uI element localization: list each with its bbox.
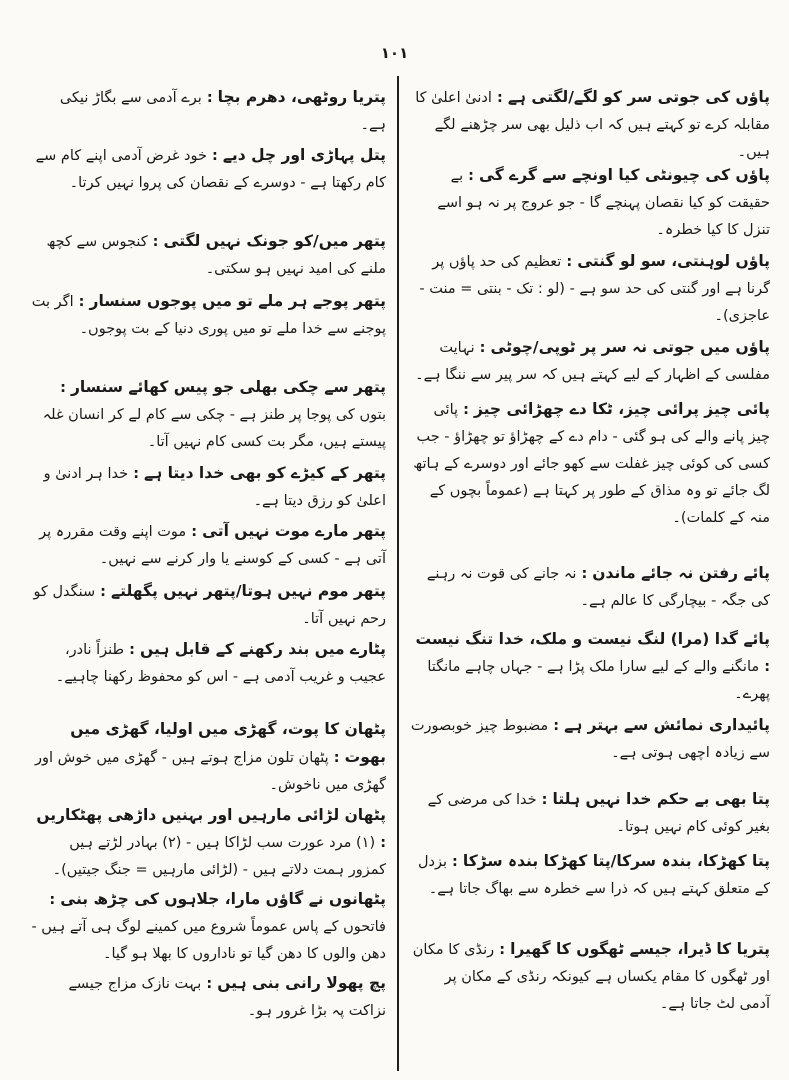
proverb-entry: پٹارے میں بند رکھنے کے قابل ہیں : طنزاً نادر، عجیب و غریب آدمی ہے - اس کو محفوظ رکھنا چاہیے۔	[55, 640, 386, 685]
proverb-headword: پٹھان کا پوت، گھڑی میں اولیا، گھڑی میں بھوت	[70, 720, 386, 766]
proverb-headword: پتھر پوجے ہر ملے تو میں پوجوں سنسار	[89, 292, 386, 310]
proverb-entry: پائیداری نمائش سے بہتر ہے : مضبوط چیز خوبصورت سے زیادہ اچھی ہوتی ہے۔	[410, 716, 770, 761]
proverb-meaning: بہت نازک مزاج جیسے نزاکت پہ بڑا غرور ہو۔	[68, 976, 386, 1019]
proverb-meaning: طنزاً نادر، عجیب و غریب آدمی ہے - اس کو محفوظ رکھنا چاہیے۔	[55, 642, 386, 685]
proverb-meaning: فاتحوں کے پاس عموماً شروع میں کمینے لوگ ہی آتے ہیں - دھن والوں کا دھن گیا تو ناداروں کا بھلا ہو گیا۔	[31, 919, 386, 962]
proverb-entry: پتھر سے چکی بھلی جو پیس کھائے سنسار : بتوں کی پوجا پر طنز ہے - چکی سے کام لے کر انسان غلہ پیستے ہیں، مگر بت کسی کام نہیں آتا۔	[42, 378, 386, 450]
proverb-entry: پائی چیز پرائی چیز، ٹکا دے چھڑائی چیز : پائی چیز پانے والے کی ہو گئی - دام دے کے چھڑاؤ تو چھڑاؤ - جب کسی کی کوئی چیز غفلت سے کھو جائے اور دوسرے کے ہاتھ لگ جائے تو وہ مذاق کے طور پر کہتا ہے (عموماً بچوں کے منہ کے کلمات)۔	[413, 400, 770, 526]
proverb-meaning: خدا ہر ادنیٰ و اعلیٰ کو رزق دیتا ہے۔	[43, 466, 386, 509]
proverb-meaning: تعظیم کی حد پاؤں پر گرنا ہے اور گنتی کی حد سو ہے - (لو : تک - بنتی = منت - عاجزی)۔	[419, 254, 770, 324]
proverb-meaning: مانگنے والے کے لیے سارا ملک پڑا ہے - جہاں چاہے مانگتا پھرے۔	[427, 659, 770, 702]
column-divider	[397, 76, 399, 1071]
proverb-entry: پاؤں کی چیونٹی کیا اونچے سے گرے گی : بے حقیقت کو کیا نقصان پہنچے گا - جو عروج پر نہ ہو اسے تنزل کا کیا خطرہ۔	[437, 166, 770, 238]
proverb-headword: پتھر کے کیڑے کو بھی خدا دیتا ہے	[144, 464, 386, 482]
proverb-headword: پاؤں کی جوتی سر کو لگے/لگتی ہے	[507, 88, 770, 106]
proverb-meaning: موت اپنے وقت مقررہ پر آتی ہے - کسی کے کوسنے یا وار کرنے سے نہیں۔	[39, 524, 386, 567]
proverb-entry: پٹھان لڑائی مارہیں اور بہنیں داڑھی پھٹکاریں : (۱) مرد عورت سب لڑاکا ہیں - (۲) بہادر لڑتے ہیں کمزور ہمت دلاتے ہیں - (لڑائی مارہیں = جنگ جیتیں)۔	[36, 806, 386, 878]
proverb-headword: پتھر سے چکی بھلی جو پیس کھائے سنسار	[70, 378, 386, 396]
proverb-headword: پچ پھولا رانی بنی ہیں	[217, 974, 386, 992]
proverb-entry: پچ پھولا رانی بنی ہیں : بہت نازک مزاج جیسے نزاکت پہ بڑا غرور ہو۔	[68, 974, 386, 1019]
proverb-meaning: برے آدمی سے بگاڑ نیکی ہے۔	[59, 90, 386, 133]
proverb-entry: پائے رفتن نہ جائے ماندن : نہ جانے کی قوت نہ رہنے کی جگہ - بیچارگی کا عالم ہے۔	[426, 564, 770, 609]
proverb-entry: پٹھانوں نے گاؤں مارا، جلاہوں کی چڑھ بنی : فاتحوں کے پاس عموماً شروع میں کمینے لوگ ہی آتے ہیں - دھن والوں کا دھن گیا تو ناداروں کا بھلا ہو گیا۔	[31, 890, 386, 962]
proverb-headword: پتریا روٹھی، دھرم بچا	[217, 88, 386, 106]
proverb-headword: پائیداری نمائش سے بہتر ہے	[564, 716, 770, 734]
proverb-meaning: بزدل کے متعلق کہتے ہیں کہ ذرا سے خطرہ سے بھاگ جاتا ہے۔	[417, 854, 770, 897]
proverb-entry: پتھر میں/کو جونک نہیں لگتی : کنجوس سے کچھ ملنے کی امید نہیں ہو سکتی۔	[46, 232, 386, 277]
proverb-entry: پتریا روٹھی، دھرم بچا : برے آدمی سے بگاڑ نیکی ہے۔	[59, 88, 386, 133]
proverb-headword: پتا بھی بے حکم خدا نہیں ہلتا	[552, 790, 770, 808]
proverb-entry: پٹھان کا پوت، گھڑی میں اولیا، گھڑی میں بھوت : پٹھان تلون مزاج ہوتے ہیں - گھڑی میں خوش اور گھڑی میں ناخوش۔	[34, 720, 386, 793]
proverb-headword: پائی چیز پرائی چیز، ٹکا دے چھڑائی چیز	[473, 400, 770, 418]
proverb-headword: پائے گدا (مرا) لنگ نیست و ملک، خدا تنگ نیست	[415, 630, 770, 648]
proverb-headword: پٹھان لڑائی مارہیں اور بہنیں داڑھی پھٹکاریں	[36, 806, 386, 824]
proverb-meaning: بتوں کی پوجا پر طنز ہے - چکی سے کام لے کر انسان غلہ پیستے ہیں، مگر بت کسی کام نہیں آتا۔	[42, 407, 386, 450]
proverb-headword: پٹارے میں بند رکھنے کے قابل ہیں	[140, 640, 386, 658]
proverb-meaning: سنگدل کو رحم نہیں آتا۔	[33, 584, 386, 627]
proverb-entry: پتھر کے کیڑے کو بھی خدا دیتا ہے : خدا ہر ادنیٰ و اعلیٰ کو رزق دیتا ہے۔	[43, 464, 386, 509]
proverb-entry: پتا بھی بے حکم خدا نہیں ہلتا : خدا کی مرضی کے بغیر کوئی کام نہیں ہوتا۔	[427, 790, 770, 835]
proverb-headword: پاؤں میں جوتی نہ سر پر ٹوپی/چوٹی	[490, 338, 770, 356]
proverb-entry: پتل پہاڑی اور چل دیے : خود غرض آدمی اپنے کام سے کام رکھتا ہے - دوسرے کے نقصان کی پروا نہیں کرتا۔	[35, 146, 386, 191]
proverb-meaning: پائی چیز پانے والے کی ہو گئی - دام دے کے چھڑاؤ تو چھڑاؤ - جب کسی کی کوئی چیز غفلت سے کھو جائے اور دوسرے کے ہاتھ لگ جائے تو وہ مذاق کے طور پر کہتا ہے (عموماً بچوں کے منہ کے کلمات)۔	[413, 402, 770, 526]
proverb-entry: پتھر مارے موت نہیں آتی : موت اپنے وقت مقررہ پر آتی ہے - کسی کے کوسنے یا وار کرنے سے نہیں۔	[39, 522, 386, 567]
proverb-headword: پتھر مارے موت نہیں آتی	[202, 522, 386, 540]
proverb-headword: پاؤں کی چیونٹی کیا اونچے سے گرے گی	[479, 166, 770, 184]
proverb-headword: پائے رفتن نہ جائے ماندن	[592, 564, 770, 582]
proverb-headword: پتل پہاڑی اور چل دیے	[222, 146, 386, 164]
proverb-entry: پاؤں کی جوتی سر کو لگے/لگتی ہے : ادنیٰ اعلیٰ کا مقابلہ کرے تو کہتے ہیں کہ اب ذلیل بھی سر چڑھنے لگے ہیں۔	[415, 88, 770, 160]
proverb-headword: پتا کھڑکا، بندہ سرکا/پتا کھڑکا بندہ سڑکا	[462, 852, 770, 870]
proverb-meaning: کنجوس سے کچھ ملنے کی امید نہیں ہو سکتی۔	[46, 234, 386, 277]
proverb-meaning: خود غرض آدمی اپنے کام سے کام رکھتا ہے - دوسرے کے نقصان کی پروا نہیں کرتا۔	[35, 148, 386, 191]
proverb-headword: پٹھانوں نے گاؤں مارا، جلاہوں کی چڑھ بنی	[60, 890, 386, 908]
proverb-meaning: نہایت مفلسی کے اظہار کے لیے کہتے ہیں کہ سر پیر سے ننگا ہے۔	[415, 340, 770, 383]
proverb-entry: پاؤں میں جوتی نہ سر پر ٹوپی/چوٹی : نہایت مفلسی کے اظہار کے لیے کہتے ہیں کہ سر پیر سے ننگا ہے۔	[415, 338, 770, 383]
proverb-meaning: خدا کی مرضی کے بغیر کوئی کام نہیں ہوتا۔	[427, 792, 770, 835]
proverb-meaning: رنڈی کا مکان اور ٹھگوں کا مقام یکساں ہے کیونکہ رنڈی کے مکان پر آدمی لٹ جاتا ہے۔	[412, 942, 770, 1012]
proverb-entry: پتھر پوجے ہر ملے تو میں پوجوں سنسار : اگر بت پوجنے سے خدا ملے تو میں پوری دنیا کے بت پوجوں۔	[31, 292, 386, 337]
proverb-meaning: بے حقیقت کو کیا نقصان پہنچے گا - جو عروج پر نہ ہو اسے تنزل کا کیا خطرہ۔	[437, 168, 770, 238]
proverb-headword: پتھر میں/کو جونک نہیں لگتی	[163, 232, 386, 250]
proverb-entry: پائے گدا (مرا) لنگ نیست و ملک، خدا تنگ نیست : مانگنے والے کے لیے سارا ملک پڑا ہے - جہاں چاہے مانگتا پھرے۔	[415, 630, 770, 702]
proverb-entry: پتریا کا ڈیرا، جیسے ٹھگوں کا گھیرا : رنڈی کا مکان اور ٹھگوں کا مقام یکساں ہے کیونکہ رنڈی کے مکان پر آدمی لٹ جاتا ہے۔	[412, 940, 770, 1012]
proverb-meaning: ادنیٰ اعلیٰ کا مقابلہ کرے تو کہتے ہیں کہ اب ذلیل بھی سر چڑھنے لگے ہیں۔	[415, 90, 770, 160]
proverb-meaning: اگر بت پوجنے سے خدا ملے تو میں پوری دنیا کے بت پوجوں۔	[31, 294, 386, 337]
proverb-headword: پتریا کا ڈیرا، جیسے ٹھگوں کا گھیرا	[510, 940, 770, 958]
proverb-meaning: پٹھان تلون مزاج ہوتے ہیں - گھڑی میں خوش اور گھڑی میں ناخوش۔	[34, 750, 386, 793]
proverb-headword: پاؤں لوہنتی، سو لو گنتی	[577, 252, 770, 270]
proverb-entry: پتھر موم نہیں ہوتا/پتھر نہیں پگھلتے : سنگدل کو رحم نہیں آتا۔	[33, 582, 386, 627]
proverb-meaning: (۱) مرد عورت سب لڑاکا ہیں - (۲) بہادر لڑتے ہیں کمزور ہمت دلاتے ہیں - (لڑائی مارہیں = جنگ جیتیں)۔	[52, 835, 386, 878]
proverb-meaning: مضبوط چیز خوبصورت سے زیادہ اچھی ہوتی ہے۔	[410, 718, 770, 761]
proverb-headword: پتھر موم نہیں ہوتا/پتھر نہیں پگھلتے	[111, 582, 386, 600]
proverb-entry: پاؤں لوہنتی، سو لو گنتی : تعظیم کی حد پاؤں پر گرنا ہے اور گنتی کی حد سو ہے - (لو : تک - بنتی = منت - عاجزی)۔	[419, 252, 770, 324]
page-number	[0, 44, 789, 62]
page-number-text: ١٠١	[380, 44, 409, 62]
proverb-entry: پتا کھڑکا، بندہ سرکا/پتا کھڑکا بندہ سڑکا : بزدل کے متعلق کہتے ہیں کہ ذرا سے خطرہ سے بھاگ جاتا ہے۔	[417, 852, 770, 897]
proverb-meaning: نہ جانے کی قوت نہ رہنے کی جگہ - بیچارگی کا عالم ہے۔	[426, 566, 770, 609]
